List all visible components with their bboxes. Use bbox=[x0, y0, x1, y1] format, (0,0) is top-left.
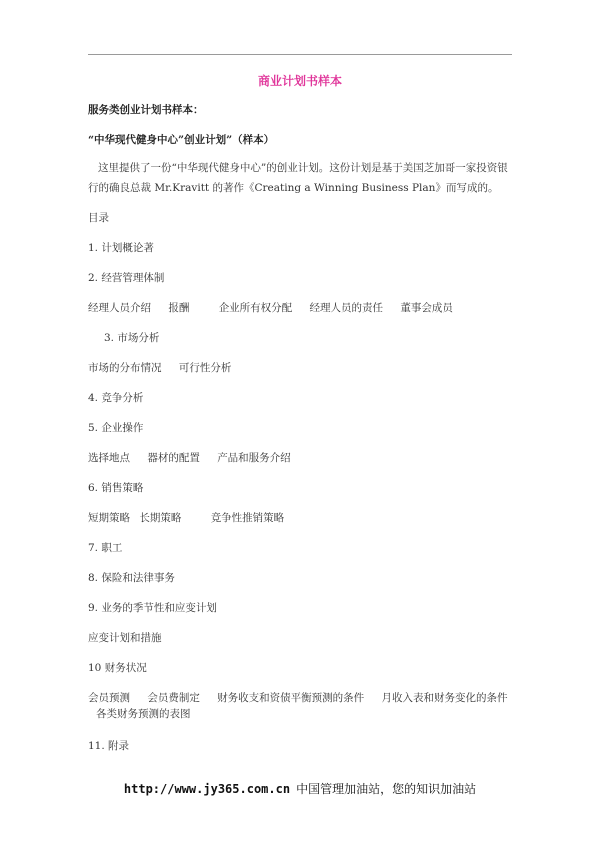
toc-item-4: 4. 竞争分析 bbox=[88, 392, 144, 404]
subitem: 选择地点 bbox=[88, 452, 130, 464]
toc-item-7: 7. 职工 bbox=[88, 542, 123, 554]
subitem: 长期策略 bbox=[139, 512, 182, 524]
toc-subitems-6 bbox=[88, 510, 284, 525]
toc-subitems-5 bbox=[88, 450, 291, 465]
footer-tagline: 中国管理加油站，您的知识加油站 bbox=[296, 782, 477, 796]
toc-subitem-10-last: 各类财务预测的表图 bbox=[96, 708, 191, 720]
toc-item-5: 5. 企业操作 bbox=[88, 422, 144, 434]
subitem: 会员费制定 bbox=[147, 692, 200, 704]
toc-item-3: 3. 市场分析 bbox=[104, 332, 160, 344]
subitem: 短期策略 bbox=[88, 512, 130, 524]
toc-subitems-3 bbox=[88, 360, 231, 375]
footer-url[interactable]: http://www.jy365.com.cn bbox=[123, 782, 291, 796]
document-title: 商业计划书样本 bbox=[257, 74, 342, 88]
subitem: 企业所有权分配 bbox=[218, 302, 293, 314]
subitem: 财务收支和资债平衡预测的条件 bbox=[217, 692, 365, 704]
toc-item-11: 11. 附录 bbox=[88, 740, 130, 752]
toc-subitems-10 bbox=[88, 690, 508, 705]
page-footer bbox=[0, 780, 600, 797]
subitem: 报酬 bbox=[168, 302, 190, 314]
subitem: 器材的配置 bbox=[147, 452, 200, 464]
toc-heading: 目录 bbox=[88, 212, 109, 224]
toc-item-10: 10 财务状况 bbox=[88, 662, 147, 674]
toc-item-8: 8. 保险和法律事务 bbox=[88, 572, 175, 584]
subitem: 产品和服务介绍 bbox=[217, 452, 291, 464]
toc-item-2: 2. 经营管理体制 bbox=[88, 272, 165, 284]
subitem: 经理人员介绍 bbox=[88, 302, 151, 314]
plan-name: “中华现代健身中心”创业计划”（样本） bbox=[88, 134, 275, 146]
subitem: 经理人员的责任 bbox=[309, 302, 384, 314]
intro-paragraph bbox=[88, 158, 512, 198]
intro-line-1: 这里提供了一份“中华现代健身中心”的创业计划。这份计划是基于美国芝加哥一家投资银 bbox=[98, 162, 508, 174]
subitem: 会员预测 bbox=[88, 692, 130, 704]
subitem: 董事会成员 bbox=[400, 302, 453, 314]
subitem: 市场的分布情况 bbox=[88, 362, 162, 374]
subtitle: 服务类创业计划书样本： bbox=[88, 104, 204, 116]
toc-subitems-2 bbox=[88, 300, 453, 315]
intro-line-2: 行的确良总裁 Mr.Kravitt 的著作《Creating a Winning Business Plan》而写成的。 bbox=[88, 182, 499, 194]
toc-item-9: 9. 业务的季节性和应变计划 bbox=[88, 602, 217, 614]
toc-item-1: 1. 计划概论著 bbox=[88, 242, 154, 254]
subitem: 竞争性推销策略 bbox=[210, 512, 285, 524]
subitem: 月收入表和财务变化的条件 bbox=[381, 692, 508, 704]
toc-item-6: 6. 销售策略 bbox=[88, 482, 144, 494]
subitem: 可行性分析 bbox=[178, 362, 232, 374]
toc-subitem-9: 应变计划和措施 bbox=[88, 632, 162, 644]
top-divider bbox=[88, 54, 512, 55]
